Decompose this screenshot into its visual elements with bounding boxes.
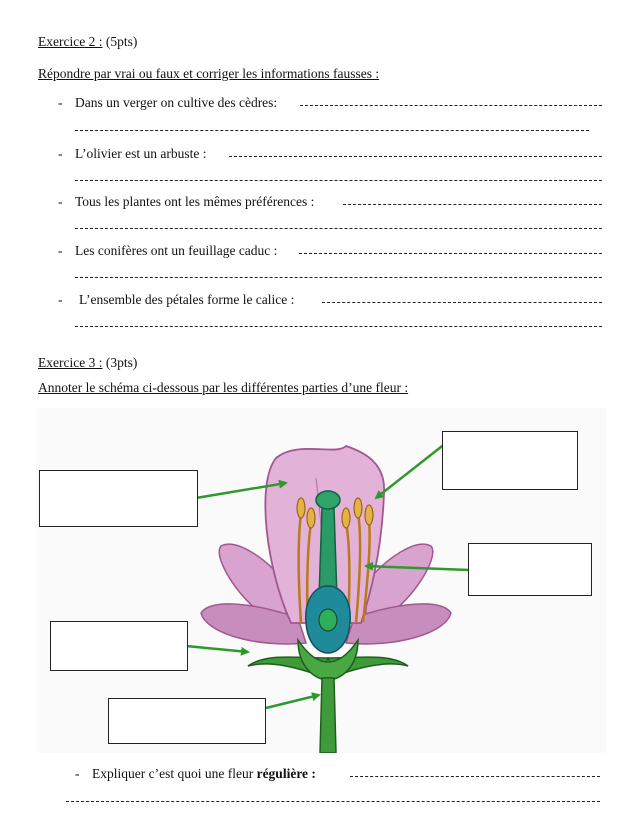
ex2-item-1-text: Dans un verger on cultive des cèdres: [75,95,278,110]
ex2-item-5-answer-line[interactable] [322,302,602,303]
ex3-heading [38,355,137,371]
ex3-question-bullet: - [75,766,80,781]
ex2-item-2-text: L’olivier est un arbuste : [75,146,207,161]
ex3-instruction: Annoter le schéma ci-dessous par les différentes parties d’une fleur : [38,380,409,395]
ex2-item-4-bullet: - [58,243,63,258]
ex2-heading [38,34,137,50]
ex2-item-3-bullet: - [58,194,63,209]
label-box-stamen[interactable] [442,431,578,490]
stem [320,678,336,753]
ex3-answer-line-2[interactable] [66,801,600,802]
ex2-item-1-answer-line[interactable] [300,105,602,106]
label-box-stem[interactable] [108,698,266,744]
ex2-item-2-answer-line[interactable] [229,156,602,157]
label-box-sepal[interactable] [50,621,188,671]
ex2-instruction: Répondre par vrai ou faux et corriger les informations fausses : [38,66,380,81]
ex3-question-text: Expliquer c’est quoi une fleur [92,766,257,781]
pistil-stigma [316,491,340,509]
ex2-item-2-answer-line-2[interactable] [75,180,602,181]
ex2-item-4-answer-line-2[interactable] [75,277,602,278]
ex2-title: Exercice 2 : [38,34,103,49]
pistil-style [319,508,337,598]
ex2-item-5-text: L’ensemble des pétales forme le calice : [79,292,295,307]
ex2-item-3-text: Tous les plantes ont les mêmes préférences : [75,194,315,209]
ex2-item-4-answer-line[interactable] [299,253,602,254]
label-box-pistil[interactable] [468,543,592,596]
ex3-points: (3pts) [105,355,138,370]
ex3-question [92,766,316,782]
ex2-item-1-bullet: - [58,95,63,110]
ex3-answer-line[interactable] [350,776,600,777]
ex2-item-3-answer-line-2[interactable] [75,228,602,229]
ex2-item-2-bullet: - [58,146,63,161]
ex3-title: Exercice 3 : [38,355,103,370]
ex2-item-5-bullet: - [58,292,63,307]
ovule [319,609,337,631]
label-box-petal[interactable] [39,470,198,527]
ex2-item-1-answer-line-2[interactable] [75,130,589,131]
ex2-item-4-text: Les conifères ont un feuillage caduc : [75,243,278,258]
ex2-item-3-answer-line[interactable] [343,204,602,205]
ex2-item-5-answer-line-2[interactable] [75,326,602,327]
flower-diagram [36,408,606,753]
ex3-question-bold: régulière : [256,766,316,781]
ex2-points: (5pts) [105,34,138,49]
